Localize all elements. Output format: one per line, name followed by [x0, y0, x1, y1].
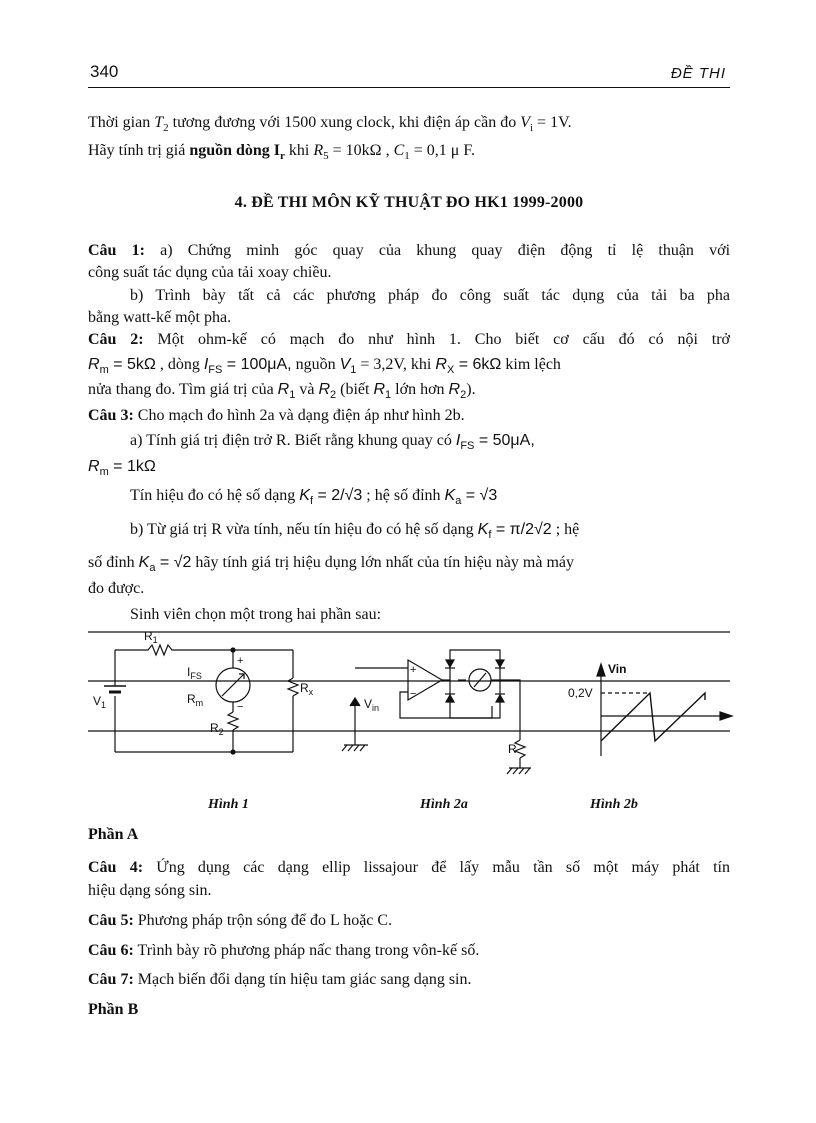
partB-title: Phần B	[88, 1001, 139, 1018]
q4-line-2: hiệu dạng sóng sin.	[88, 882, 212, 899]
fig1-caption: Hình 1	[208, 797, 249, 812]
fig1-R1: R	[144, 629, 153, 643]
svg-text:Rx: $R_x$	[300, 681, 314, 697]
svg-text:R1: $R_1$	[144, 629, 158, 645]
q3-line-a1: a) Tính giá trị điện trở R. Biết rằng khung quay có $I_{FS} = 50\mu A$,	[130, 432, 535, 453]
svg-text:IFS: $I_{FS}$	[187, 665, 202, 681]
q4-line-1: Câu 4: Ứng dụng các dạng ellip lissajour để lấy mẫu tần số một máy phát tín	[88, 859, 730, 876]
section-title: 4. ĐỀ THI MÔN KỸ THUẬT ĐO HK1 1999-2000	[234, 194, 584, 211]
svg-text:Vin: $V_{in}$	[364, 697, 380, 713]
running-title: ĐỀ THI	[670, 65, 726, 82]
q6-line: Câu 6: Trình bày rõ phương pháp nấc thang trong vôn-kế số.	[88, 942, 480, 959]
figure-2b-waveform	[597, 664, 732, 756]
svg-text:+: +	[410, 664, 417, 676]
q3-kf-line: Tín hiệu đo có hệ số dạng $K_f = 2/√3$ ; hệ số đỉnh $K_a = √3$	[130, 487, 498, 508]
q3-line-1: Câu 3: Cho mạch đo hình 2a và dạng điện áp như hình 2b.	[88, 407, 465, 424]
q3-line-b2: số đỉnh $K_a = √2$ hãy tính giá trị hiệu dụng lớn nhất của tín hiệu này mà máy	[88, 554, 574, 575]
q1-line-1: Câu 1: a) Chứng minh góc quay của khung quay điện động tỉ lệ thuận với	[88, 242, 731, 259]
q1-line-3: b) Trình bày tất cả các phương pháp đo công suất tác dụng của tải ba pha	[130, 287, 730, 304]
q7-line: Câu 7: Mạch biến đổi dạng tín hiệu tam giác sang dạng sin.	[88, 971, 472, 988]
q2-line-2: $R_m = 5k\Omega$ , dòng $I_{FS} = 100\mu A$, nguồn $V_1 = 3,2V$, khi $R_X = 6k\Omega$ kim lệch	[88, 356, 561, 377]
svg-text:V1: $V_1$	[93, 694, 107, 710]
figure-2a-circuit	[342, 650, 531, 774]
q3-line-a2: $R_m = 1k\Omega$	[88, 458, 156, 479]
svg-text:R: R	[508, 742, 517, 756]
q2-line-1: Câu 2: Một ohm-kế có mạch đo như hình 1. Cho biết cơ cấu đó có nội trở	[88, 331, 731, 348]
svg-text:Rm: $R_m$	[187, 692, 204, 708]
svg-text:−: −	[237, 701, 244, 713]
q2-line-3: nửa thang đo. Tìm giá trị của $R_1$ và $R_2$ (biết $R_1$ lớn hơn $R_2$).	[88, 381, 476, 402]
svg-text:+: +	[237, 655, 244, 667]
page-number: 340	[90, 62, 119, 81]
fig2b-caption: Hình 2b	[590, 797, 638, 812]
intro-line-1: Thời gian $T_2$ tương đương với 1500 xung clock, khi điện áp cần đo $V_i = 1V$.	[88, 114, 572, 135]
q3-line-b1: b) Từ giá trị R vừa tính, nếu tín hiệu đo có hệ số dạng $K_f = \pi/2√2$ ; hệ	[130, 521, 580, 542]
choose-line: Sinh viên chọn một trong hai phần sau:	[130, 606, 382, 623]
q1-line-2: công suất tác dụng của tải xoay chiều.	[88, 264, 332, 281]
svg-text:Vin: Vin	[608, 662, 627, 676]
q5-line: Câu 5: Phương pháp trộn sóng để đo L hoặc C.	[88, 912, 393, 929]
svg-text:−: −	[410, 688, 417, 700]
q1-line-4: bằng watt-kế một pha.	[88, 309, 232, 326]
intro-line-2: Hãy tính trị giá nguồn dòng $I_r$ khi $R_5 = 10k\Omega$ , $C_1 = 0,1$ μ F.	[88, 142, 475, 163]
partA-title: Phần A	[88, 826, 139, 843]
fig2a-caption: Hình 2a	[420, 797, 468, 812]
svg-text:0,2V: 0,2V	[568, 686, 593, 700]
q3-line-b3: đo được.	[88, 580, 145, 597]
svg-text:R2: $R_2$	[210, 721, 224, 737]
